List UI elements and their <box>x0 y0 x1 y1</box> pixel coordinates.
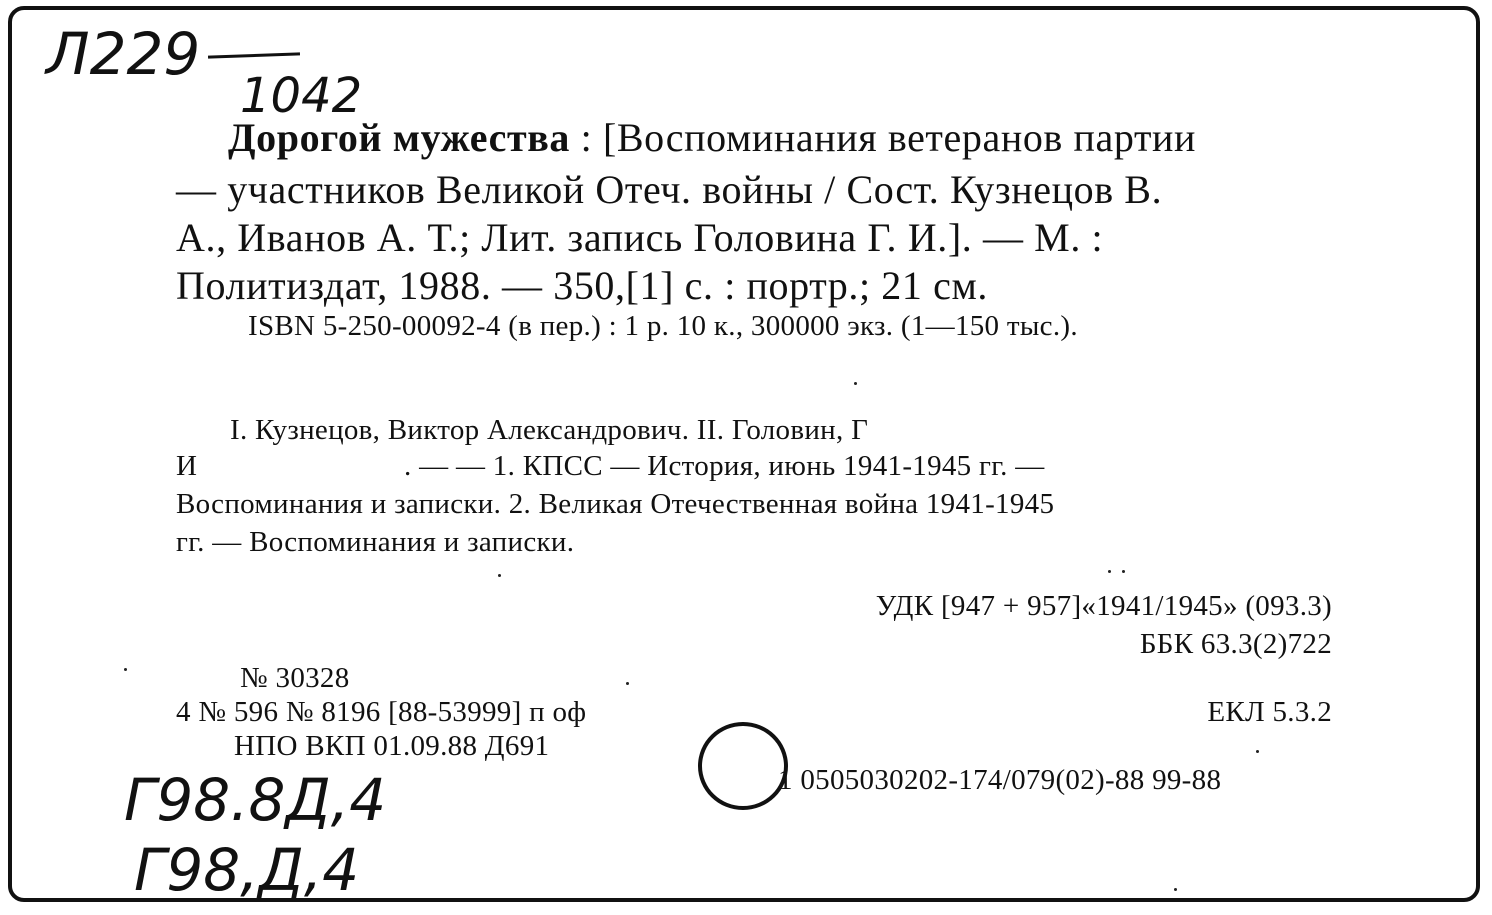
bbk-code: ББК 63.3(2)722 <box>1139 628 1332 660</box>
speck <box>1256 750 1259 753</box>
udk-code: УДК [947 + 957]«1941/1945» (093.3) <box>875 590 1332 622</box>
order-line: 4 № 596 № 8196 [88-53999] п оф <box>176 696 587 728</box>
handwritten-shelf-mark-2: Г98,Д,4 <box>134 836 360 904</box>
handwritten-shelf-mark-1: Г98.8Д,4 <box>124 766 387 834</box>
handwritten-call-number: Л229 <box>46 20 201 88</box>
speck <box>1108 570 1111 573</box>
tracing-line-1: I. Кузнецов, Виктор Александрович. II. Головин, Г <box>230 414 869 446</box>
tracing-line-3: Воспоминания и записки. 2. Великая Отечественная война 1941-1945 <box>176 488 1055 520</box>
handwritten-divider <box>208 52 300 58</box>
isbn-line: ISBN 5-250-00092-4 (в пер.) : 1 р. 10 к., 300000 экз. (1—150 тыс.). <box>248 310 1078 342</box>
code-line: 1 0505030202-174/079(02)-88 99-88 <box>778 764 1222 796</box>
speck <box>1174 888 1177 891</box>
tracing-line-2a: И <box>176 450 198 482</box>
entry-line-2: — участников Великой Отеч. войны / Сост. Кузнецов В. <box>176 167 1163 212</box>
ekl-code: ЕКЛ 5.3.2 <box>1207 696 1332 728</box>
speck <box>626 682 629 685</box>
catalog-card <box>8 6 1480 902</box>
entry-title-line <box>228 114 1196 161</box>
speck <box>498 574 501 577</box>
entry-line-4: Политиздат, 1988. — 350,[1] с. : портр.; 21 см. <box>176 263 988 308</box>
npo-line: НПО ВКП 01.09.88 Д691 <box>234 730 550 762</box>
stamp-circle <box>698 722 788 810</box>
speck <box>1122 570 1125 573</box>
tracing-line-2b: . — — 1. КПСС — История, июнь 1941-1945 гг. — <box>404 450 1045 482</box>
tracing-line-4: гг. — Воспоминания и записки. <box>176 526 575 558</box>
entry-title-rest: : [Воспоминания ветеранов партии <box>570 115 1197 160</box>
entry-title: Дорогой мужества <box>228 115 571 160</box>
entry-line-3: А., Иванов А. Т.; Лит. запись Головина Г. И.]. — М. : <box>176 215 1104 260</box>
speck <box>124 668 127 671</box>
speck <box>854 382 857 385</box>
handwritten-call-number-sub: 1042 <box>240 68 363 124</box>
card-number: № 30328 <box>240 662 350 694</box>
